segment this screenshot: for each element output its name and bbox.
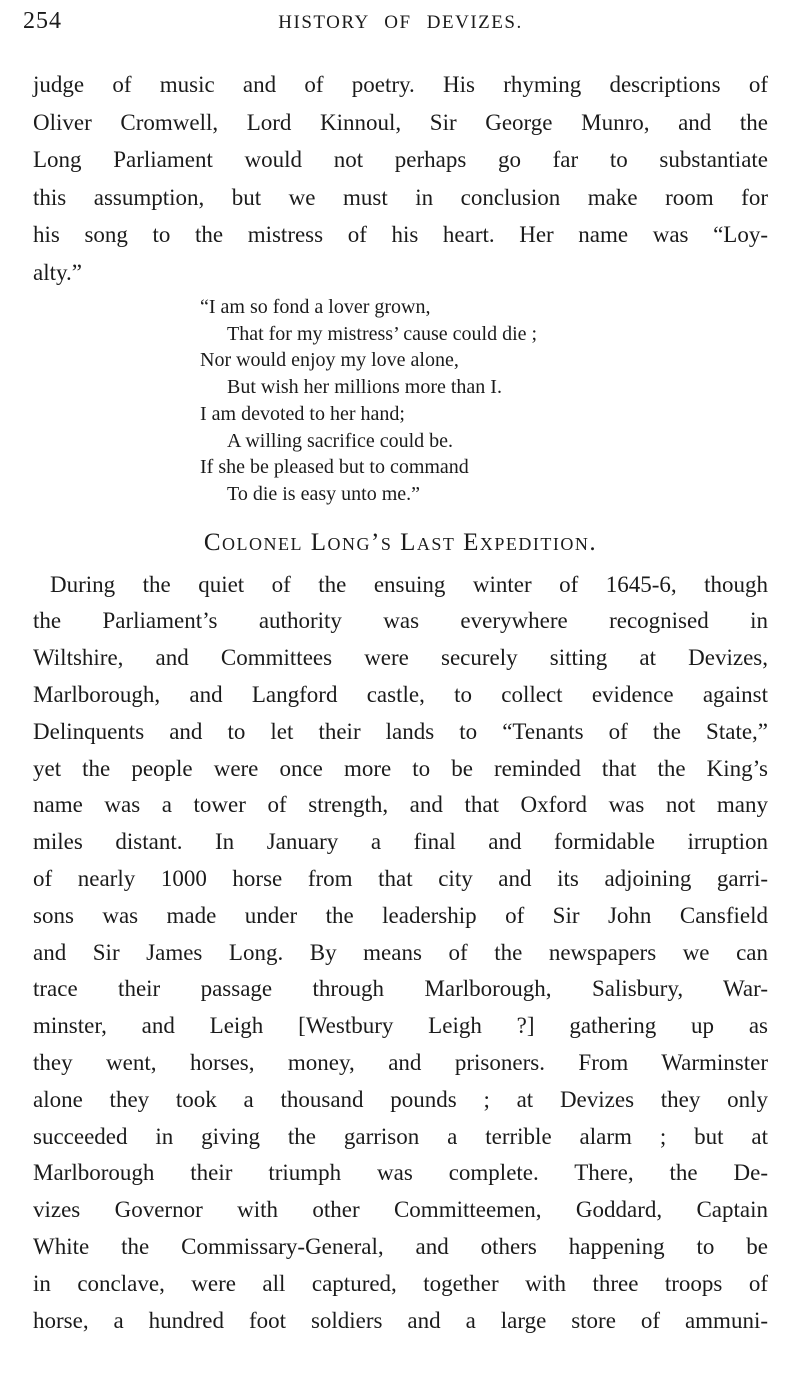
text-line: miles distant. In January a final and formidable irruption [33, 829, 768, 855]
text-line: sons was made under the leadership of Sir John Cansfield [33, 902, 768, 928]
text-line: judge of music and of poetry. His rhyming descriptions of [33, 72, 768, 97]
text-line: his song to the mistress of his heart. Her name was “Loy- [33, 222, 768, 247]
text-line: they went, horses, money, and prisoners. From Warminster [33, 1049, 768, 1075]
text-line: Wiltshire, and Committees were securely sitting at Devizes, [33, 645, 768, 671]
text-line: this assumption, but we must in conclusion make room for [33, 184, 768, 210]
main-paragraph [33, 567, 768, 1340]
text-line: horse, a hundred foot soldiers and a large store of ammuni- [33, 1307, 768, 1333]
poem-line: If she be pleased but to command [200, 456, 469, 479]
poem-line: But wish her millions more than I. [227, 376, 502, 399]
text-line: alty.” [33, 259, 82, 285]
text-line: name was a tower of strength, and that Oxford was not many [33, 792, 768, 818]
text-line: yet the people were once more to be reminded that the King’s [33, 755, 768, 781]
text-line: in conclave, were all captured, together with three troops of [33, 1270, 768, 1296]
text-line: of nearly 1000 horse from that city and its adjoining garri- [33, 866, 768, 891]
text-line: Long Parliament would not perhaps go far to substantiate [33, 147, 768, 172]
page-number: 254 [23, 8, 62, 34]
text-line: Marlborough their triumph was complete. There, the De- [33, 1160, 768, 1186]
text-line: During the quiet of the ensuing winter of 1645-6, though [50, 571, 768, 597]
text-line: Oliver Cromwell, Lord Kinnoul, Sir George Munro, and the [33, 109, 768, 135]
text-line: alone they took a thousand pounds ; at Devizes they only [33, 1086, 768, 1112]
text-line: succeeded in giving the garrison a terrible alarm ; but at [33, 1123, 768, 1149]
poem-line: “I am so fond a lover grown, [200, 296, 431, 318]
text-line: trace their passage through Marlborough, Salisbury, War- [33, 976, 768, 1002]
poem-line: I am devoted to her hand; [200, 402, 405, 425]
text-line: Delinquents and to let their lands to “Tenants of the State,” [33, 718, 768, 744]
poem-line: That for my mistress’ cause could die ; [227, 322, 538, 345]
poem-line: A willing sacrifice could be. [227, 429, 454, 452]
text-line: minster, and Leigh [Westbury Leigh ?] gathering up as [33, 1013, 768, 1039]
text-line: vizes Governor with other Committeemen, Goddard, Captain [33, 1197, 768, 1223]
running-title: HISTORY OF DEVIZES. [278, 12, 523, 33]
poem-block [200, 294, 768, 508]
poem-line: To die is easy unto me.” [227, 482, 420, 505]
poem-line: Nor would enjoy my love alone, [200, 349, 459, 372]
page-header [23, 8, 768, 40]
text-line: White the Commissary-General, and others happening to be [33, 1233, 768, 1259]
section-heading: Colonel Long’s Last Expedition. [203, 528, 598, 556]
text-line: and Sir James Long. By means of the newspapers we can [33, 939, 768, 965]
text-line: Marlborough, and Langford castle, to collect evidence against [33, 682, 768, 708]
text-line: the Parliament’s authority was everywhere recognised in [33, 608, 768, 634]
intro-paragraph [33, 66, 768, 291]
